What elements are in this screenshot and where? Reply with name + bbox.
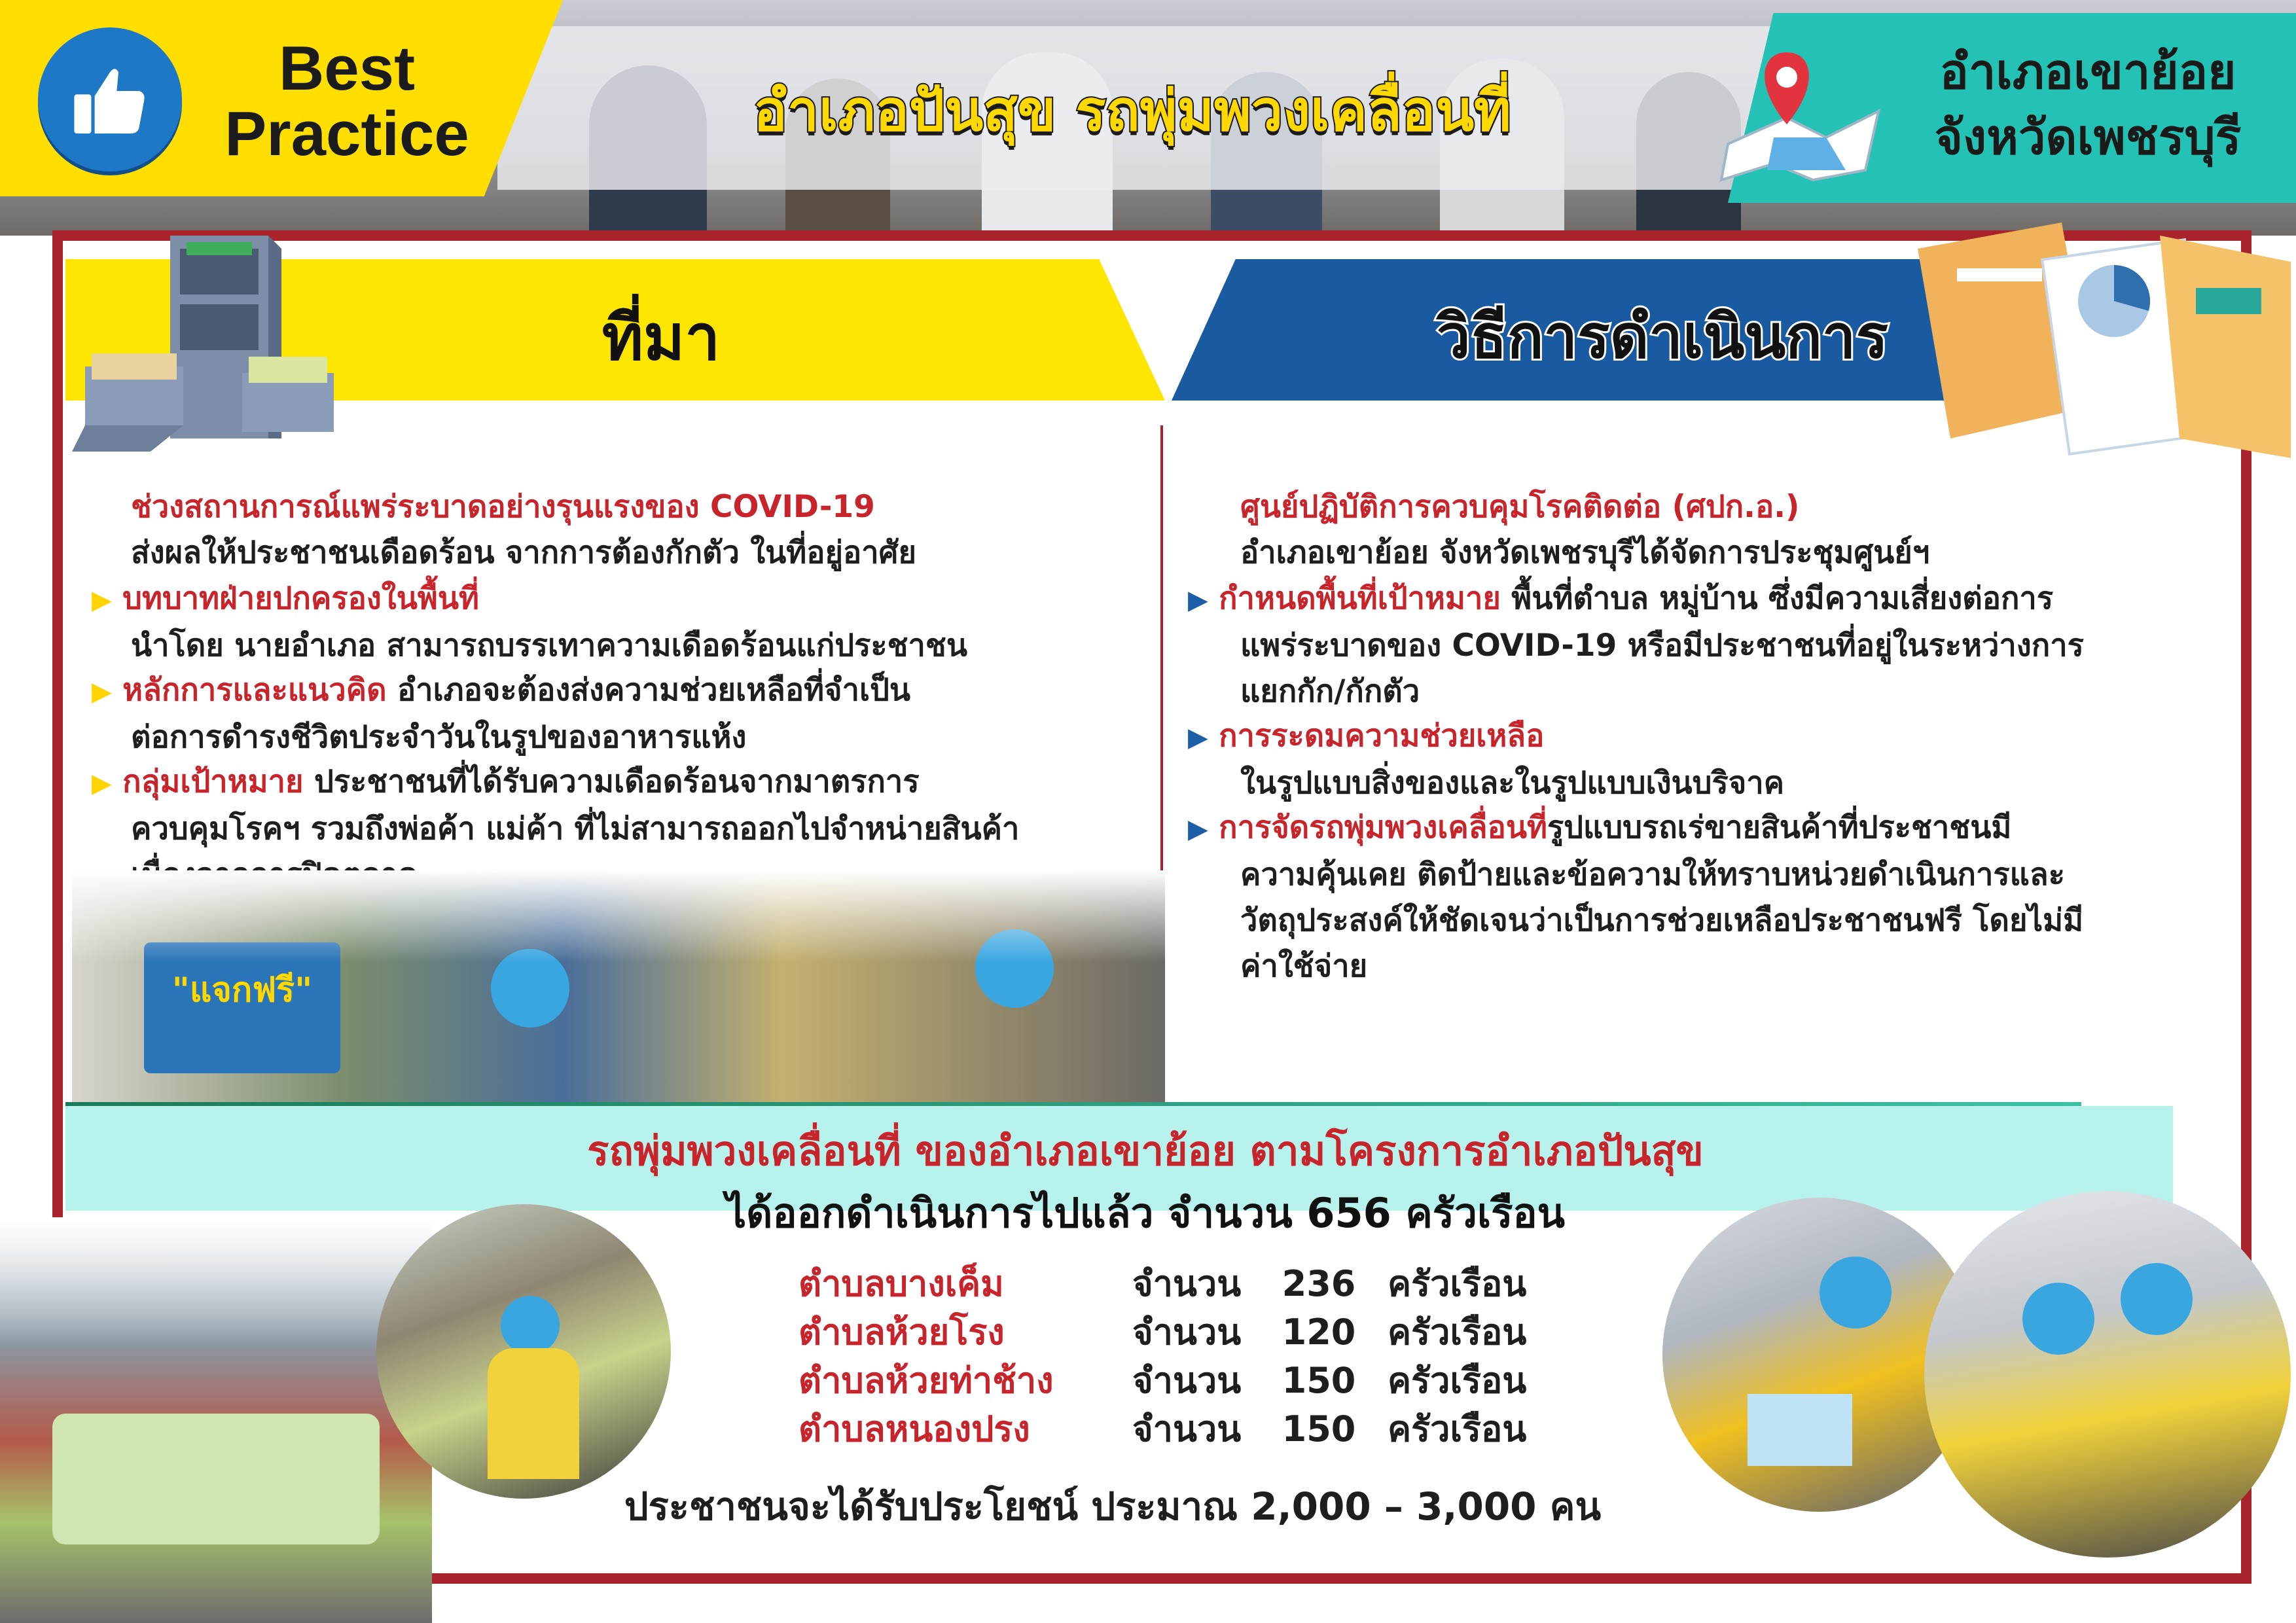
district-line2: จังหวัดเพชรบุรี	[1934, 109, 2242, 166]
method-title: วิธีการดำเนินการ	[1437, 302, 1888, 372]
table-row	[798, 1357, 1584, 1405]
best-practice-label	[196, 33, 497, 169]
best-practice-line1: Best	[278, 33, 416, 103]
thumbs-up-icon	[38, 27, 182, 171]
photo-fade	[72, 870, 1165, 962]
documents-icon	[1898, 209, 2296, 484]
origin-item-2-text: นำโดย นายอำเภอ สามารถบรรเทาความเดือดร้อนแก่ประชาชน	[131, 628, 967, 664]
benefit-statement: ประชาชนจะได้รับประโยชน์ ประมาณ 2,000 – 3,000 คน	[624, 1484, 1602, 1529]
method-item-2	[1188, 576, 2084, 715]
volunteer-shirt	[488, 1348, 579, 1479]
district-line1: อำเภอเขาย้อย	[1939, 44, 2236, 100]
household-suffix: ครัวเรือน	[1388, 1360, 1527, 1401]
method-item-4-text-end: ค่าใช้จ่าย	[1240, 948, 1368, 984]
method-item-4-text-cont: วัตถุประสงค์ให้ชัดเจนว่าเป็นการช่วยเหลือประชาชนฟรี โดยไม่มี	[1240, 902, 2084, 938]
origin-item-4-highlight: กลุ่มเป้าหมาย	[122, 764, 304, 800]
origin-item-3-lead: อำเภอจะต้องส่งความช่วยเหลือที่จำเป็น	[386, 672, 911, 708]
origin-item-1	[131, 484, 916, 576]
method-item-1-text: อำเภอเขาย้อย จังหวัดเพชรบุรีได้จัดการประชุมศูนย์ฯ	[1240, 535, 1930, 571]
table-row	[798, 1308, 1584, 1357]
method-item-4-highlight: การจัดรถพุ่มพวงเคลื่อนที่	[1219, 810, 1547, 846]
volunteers-circle-photo	[376, 1204, 671, 1499]
bullet-arrow-icon: ▶	[1188, 814, 1208, 844]
method-item-2-text-cont: แยกกัก/กักตัว	[1240, 673, 1420, 709]
bullet-arrow-icon: ▶	[1188, 585, 1208, 615]
unit-label: จำนวน	[1132, 1408, 1242, 1450]
method-item-4	[1188, 805, 2083, 990]
unit-label: จำนวน	[1132, 1311, 1242, 1353]
volunteer-cap	[2022, 1283, 2094, 1355]
method-item-2-lead: พื้นที่ตำบล หมู่บ้าน ซึ่งมีความเสี่ยงต่อการ	[1500, 580, 2054, 616]
mobile-truck-photo	[72, 870, 1165, 1106]
free-distribution-banner	[144, 942, 340, 1073]
volunteer-cap	[501, 1296, 560, 1355]
supply-bag	[1748, 1394, 1852, 1466]
origin-title: ที่มา	[601, 301, 721, 374]
subdistrict-name: ตำบลหนองปรง	[798, 1408, 1030, 1450]
best-practice-line2: Practice	[224, 99, 469, 169]
truck-produce-photo	[0, 1217, 432, 1623]
filing-cabinet-icon	[72, 223, 360, 471]
summary-rule	[65, 1102, 2081, 1106]
summary-title: รถพุ่มพวงเคลื่อนที่ ของอำเภอเขาย้อย ตามโครงการอำเภอปันสุข	[587, 1127, 1704, 1175]
origin-item-4-lead: ประชาชนที่ได้รับความเดือดร้อนจากมาตรการ	[303, 764, 920, 800]
subdistrict-name: ตำบลห้วยท่าช้าง	[798, 1360, 1054, 1401]
volunteer-cap	[1820, 1257, 1892, 1329]
banner-text: "แจกฟรี"	[171, 971, 313, 1010]
origin-item-3-highlight: หลักการและแนวคิด	[122, 672, 387, 708]
photo-fade	[0, 1217, 432, 1348]
page-title: อำเภอปันสุข รถพุ่มพวงเคลื่อนที่	[753, 79, 1511, 144]
table-row	[798, 1260, 1584, 1308]
household-count: 150	[1282, 1408, 1356, 1450]
bullet-arrow-icon: ▶	[1188, 722, 1208, 753]
household-table	[798, 1260, 1584, 1454]
subdistrict-name: ตำบลห้วยโรง	[798, 1311, 1005, 1353]
method-item-1-highlight: ศูนย์ปฏิบัติการควบคุมโรคติดต่อ (ศปก.อ.)	[1240, 489, 1800, 525]
subdistrict-name: ตำบลบางเค็ม	[798, 1263, 1004, 1304]
origin-item-2	[92, 576, 967, 669]
bullet-arrow-icon: ▶	[92, 677, 112, 707]
household-count: 120	[1282, 1311, 1356, 1353]
district-name	[1898, 39, 2278, 170]
method-item-3-text: ในรูปแบบสิ่งของและในรูปแบบเงินบริจาค	[1240, 765, 1785, 801]
method-item-3	[1188, 713, 1784, 806]
unit-label: จำนวน	[1132, 1360, 1242, 1401]
origin-item-4-text: ควบคุมโรคฯ รวมถึงพ่อค้า แม่ค้า ที่ไม่สามารถออกไปจำหน่ายสินค้า	[131, 811, 1020, 847]
unit-label: จำนวน	[1132, 1263, 1242, 1304]
volunteer-cap	[2121, 1263, 2193, 1335]
household-suffix: ครัวเรือน	[1388, 1311, 1527, 1353]
household-suffix: ครัวเรือน	[1388, 1263, 1527, 1304]
origin-item-1-text: ส่งผลให้ประชาชนเดือดร้อน จากการต้องกักตัว ในที่อยู่อาศัย	[131, 535, 917, 571]
handover-circle-photo	[1924, 1191, 2291, 1558]
method-item-4-text: ความคุ้นเคย ติดป้ายและข้อความให้ทราบหน่วยดำเนินการและ	[1240, 857, 2065, 893]
origin-item-3-text: ต่อการดำรงชีวิตประจำวันในรูปของอาหารแห้ง	[131, 719, 747, 755]
method-item-3-highlight: การระดมความช่วยเหลือ	[1219, 718, 1545, 754]
method-item-2-text: แพร่ระบาดของ COVID-19 หรือมีประชาชนที่อยู่ในระหว่างการ	[1240, 628, 2084, 664]
summary-subtitle: ได้ออกดำเนินการไปแล้ว จำนวน 656 ครัวเรือน	[725, 1189, 1566, 1237]
household-count: 236	[1282, 1263, 1356, 1304]
map-pin-icon	[1715, 39, 1885, 183]
method-item-1	[1240, 484, 1929, 576]
produce-bags	[52, 1414, 380, 1544]
bullet-arrow-icon: ▶	[92, 585, 112, 615]
household-count: 150	[1282, 1360, 1356, 1401]
method-item-4-lead: รูปแบบรถเร่ขายสินค้าที่ประชาชนมี	[1547, 810, 2012, 846]
method-item-2-highlight: กำหนดพื้นที่เป้าหมาย	[1219, 580, 1501, 616]
bullet-arrow-icon: ▶	[92, 768, 112, 798]
household-suffix: ครัวเรือน	[1388, 1408, 1527, 1450]
origin-item-1-highlight: ช่วงสถานการณ์แพร่ระบาดอย่างรุนแรงของ COVID-19	[131, 489, 875, 525]
origin-item-2-highlight: บทบาทฝ่ายปกครองในพื้นที่	[122, 580, 479, 616]
origin-item-3	[92, 668, 910, 760]
table-row	[798, 1405, 1584, 1454]
